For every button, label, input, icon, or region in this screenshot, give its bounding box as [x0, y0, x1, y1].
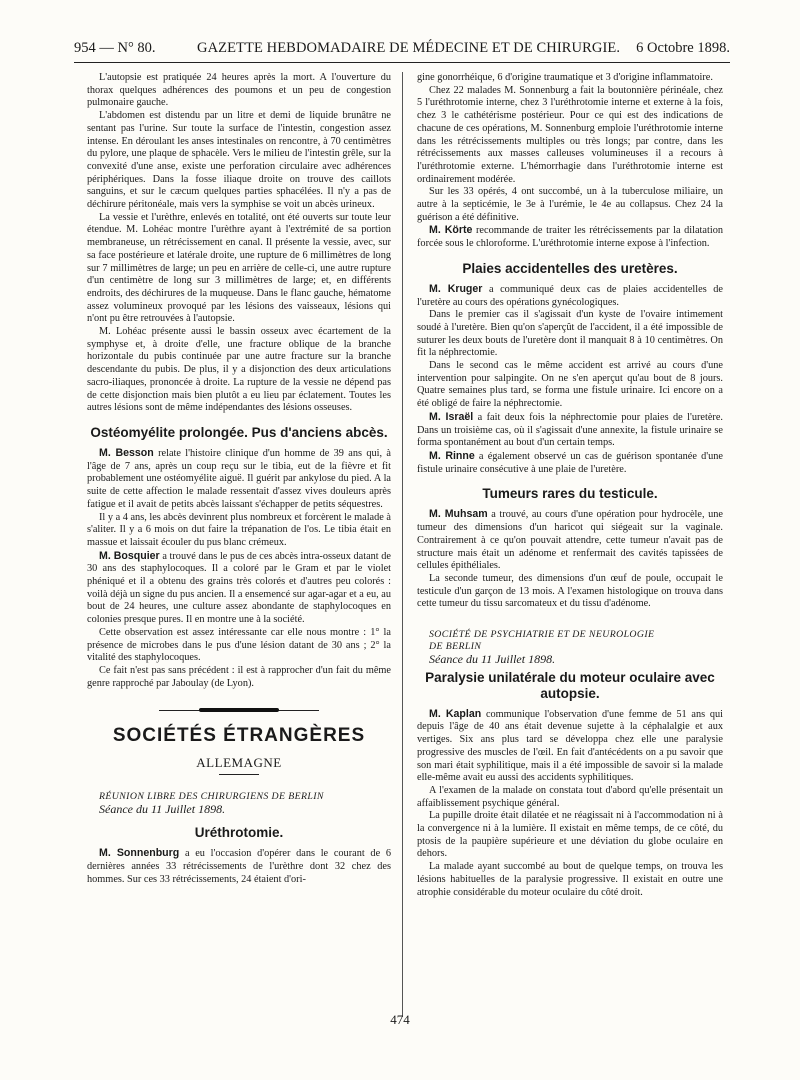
paragraph: Il y a 4 ans, les abcès devinrent plus nombreux et forcèrent le malade à s'aliter. Il y a 6 mois on dut faire la trépanation de l'os. Le tibia était en massue et laissait écouler du pus blanc crémeux. [87, 511, 391, 548]
right-column [417, 72, 723, 899]
session-date: Séance du 11 Juillet 1898. [99, 801, 226, 816]
paragraph: M. Lohéac présente aussi le bassin osseux avec écartement de la symphyse et, à droite d'elle, une fracture oblique de la branche horizontale du pubis continuée par une autre fracture sur la branche descendante du pubis. De plus, il y a disjonction des deux articulations sacro-iliaques, prononcée à droite. La rupture de la vessie ne dépend pas de cette disjonction mais bien plutôt a eu lieu par éclatement. Toutes les autres lésions sont de même indépendantes des lésions osseuses. [87, 326, 391, 414]
journal-title: GAZETTE HEBDOMADAIRE DE MÉDECINE ET DE CHIRURGIE. [197, 40, 621, 56]
paragraph: Dans le premier cas il s'agissait d'un kyste de l'ovaire intimement soudé à l'uretère. Bien qu'on s'aperçût de l'accident, il a été impossible de suturer les deux bouts de l'uretère dont il manquait 8 à 10 centimètres. On fit la néphrectomie. [417, 309, 723, 359]
paragraph [87, 447, 391, 512]
ornamental-rule [159, 708, 319, 712]
session-date: Séance du 11 Juillet 1898. [429, 652, 556, 667]
author-name: M. Kruger [429, 282, 483, 295]
column-divider [402, 72, 403, 1017]
paragraph: La malade ayant succombé au bout de quelque temps, on trouva les lésions habituelles de la paralysie progressive. Il existait en outre une atrophie considérable du moteur oculaire du côté droit. [417, 861, 723, 898]
paragraph-text: a fait deux fois la néphrectomie pour plaies de l'uretère. Dans un troisième cas, où il s'agissait d'une annexite, la fistule urinaire se forma spontanément au bout d'un certain temps. [417, 411, 723, 449]
paragraph: Dans le second cas le même accident est arrivé au cours d'une intervention pour salpingite. On ne s'en aperçut qu'au bout de 8 jours. Quatre semaines plus tard, se forma une fistule urinaire. Ici encore on a été obligé de faire la néphrectomie. [417, 360, 723, 410]
paragraph: A l'examen de la malade on constata tout d'abord qu'elle présentait un affaiblissement psychique général. [417, 784, 723, 809]
page-and-issue: 954 — N° 80. [74, 40, 156, 56]
paragraph-text: communique l'observation d'une femme de 51 ans qui depuis l'âge de 40 ans était devenue sujette à la céphalalgie et aux vertiges. Six ans plus tard se développa chez elle une paralysie progressive des muscles de l'œil. En fait d'antécédents on a pu savoir que son mari était syphilitique, mais il a été impossible de savoir si la malade elle-même avait eu aussi des accidents syphilitiques. [417, 708, 723, 784]
author-name: M. Muhsam [429, 508, 488, 521]
society-name: RÉUNION LIBRE DES CHIRURGIENS DE BERLIN [99, 790, 324, 802]
section-heading: Uréthrotomie. [194, 825, 284, 841]
paragraph-text: a trouvé dans le pus de ces abcès intra-osseux datant de 30 ans des staphylocoques. Il a coloré par le Gram et par le violet phéniqué et il a obtenu des grains très colorés et d'autres peu colorés : voilà déjà un signe du pus ancien. Il a ensemencé sur agar-agar et a eu, au bout de 24 heures, une culture assez abondante de staphylocoques en colonies presque pures. Il en montre une à la société. [87, 550, 392, 626]
paragraph: Chez 22 malades M. Sonnenburg a fait la boutonnière périnéale, chez 5 l'uréthrotomie interne, chez 3 l'uréthrotomie interne et externe à la fois, chez 3 le cathétérisme postérieur. Pour ce qui est des indications de chacune de ces opérations, M. Sonnenburg emploie l'uréthrotomie interne dans les rétrécissements multiples ou très longs; par contre, dans les rétrécissements aux masses calleuses volumineuses il a recours à l'uréthrotomie externe. L'hémorrhagie dans l'uréthrotomie interne est ordinairement modérée. [417, 84, 723, 185]
paragraph: Ce fait n'est pas sans précédent : il est à rapprocher d'un fait du même genre rapproché par Jaboulay (de Lyon). [87, 664, 391, 689]
divider [219, 774, 259, 775]
section-heading: Ostéomyélite prolongée. Pus d'anciens abcès. [90, 424, 388, 440]
running-header [74, 38, 730, 63]
paragraph: La pupille droite était dilatée et ne réagissait ni à l'accommodation ni à la convergence ni à la lumière. Il existait en même temps, de ce côté, du ptosis de la paupière supérieure et une déviation du globe oculaire en dehors. [417, 810, 723, 860]
paragraph [417, 708, 723, 785]
paragraph [417, 508, 723, 573]
author-name: M. Kaplan [429, 707, 482, 720]
paragraph-text: a communiqué deux cas de plaies accidentelles de l'uretère au cours des opérations gynécologiques. [417, 283, 723, 308]
paragraph-text: a eu l'occasion d'opérer dans le courant de 6 dernières années 33 rétrécissements de l'urèthre dont 32 chez des hommes. Sur ces 33 rétrécissements, 24 étaient d'ori- [87, 848, 392, 885]
paragraph: L'autopsie est pratiquée 24 heures après la mort. A l'ouverture du thorax quelques adhérences des poumons et un peu de congestion pulmonaire gauche. [87, 72, 391, 109]
paragraph [417, 224, 723, 250]
paragraph [417, 283, 723, 309]
paragraph: L'abdomen est distendu par un litre et demi de liquide brunâtre ne sentant pas l'urine. Sur toute la surface de l'intestin, congestion assez intense. En déroulant les anses intestinales on rencontre, à 70 centimètres du pylore, une plaque de sphacèle. Vers le milieu de l'intestin grêle, sur la convexité d'une anse, existe une perforation circulaire avec adhérences périphériques. Dans la fosse iliaque droite on trouve des caillots sanguins, et sur le cæcum quelques parties sphacélées. Il n'y a pas de déchirure péritonéale, mais vers la symphise se voit un abcès urineux. [87, 110, 391, 211]
paragraph [87, 847, 391, 886]
left-column [87, 72, 391, 887]
part-title: SOCIÉTÉS ÉTRANGÈRES [112, 725, 366, 747]
paragraph [87, 550, 391, 627]
paragraph: La seconde tumeur, des dimensions d'un œuf de poule, occupait le testicule d'un garçon de 13 mois. A l'examen histologique on trouva dans cette tumeur du tissu sarcomateux et du tissu d'adénome. [417, 572, 723, 610]
society-name-cont: DE BERLIN [429, 641, 482, 653]
author-name: M. Rinne [429, 449, 475, 462]
section-heading: Tumeurs rares du testicule. [482, 486, 658, 502]
paragraph: Sur les 33 opérés, 4 ont succombé, un à la tuberculose miliaire, un autre à la septicémie, le 3e à l'urémie, le 4e au collapsus. Chez 24 la guérison a été définitive. [417, 186, 723, 223]
paragraph-text: relate l'histoire clinique d'un homme de 39 ans qui, à l'âge de 7 ans, après un coup reçu sur le tibia, eut de la fièvre et fit probablement une ostéomyélite aiguë. Il guérit par ankylose du pied. A la suite de cette affection le malade ressentait d'assez vives douleurs après fatigue et il avait de petits abcès laissant s'échapper de petits séquestres. [87, 447, 391, 510]
author-name: M. Israël [429, 410, 474, 423]
section-heading: Plaies accidentelles des uretères. [462, 260, 678, 276]
society-name: SOCIÉTÉ DE PSYCHIATRIE ET DE NEUROLOGIE [429, 629, 655, 641]
page-number: 474 [390, 1012, 410, 1027]
paragraph: La vessie et l'urèthre, enlevés en totalité, ont été ouverts sur toute leur étendue. M. Lohéac montre l'urèthre ayant à l'extrémité de sa portion membraneuse, un rétrécissement en canal. Il présente la vessie, avec, sur sa face postérieure et latérale droite, une rupture de 6 millimètres de long sur 7 millimètres de large; un peu en arrière de celle-ci, une autre rupture d'un centimètre de long sur 3 millimètres de large; et, en différents endroits, des déchirures de la muqueuse. Dans le flanc gauche, hématome assez volumineux provoqué par les lésions des vaisseaux, lésions qui n'ont pu être retrouvées à l'autopsie. [87, 211, 391, 325]
issue-date: 6 Octobre 1898. [636, 40, 730, 56]
paragraph [417, 450, 723, 476]
section-heading: Paralysie unilatérale du moteur oculaire avec autopsie. [425, 669, 715, 701]
country-heading: ALLEMAGNE [196, 755, 282, 771]
paragraph: Cette observation est assez intéressante car elle nous montre : 1° la présence de microbes dans le pus d'une lésion datant de 30 ans ; 2° la vitalité des staphylocoques. [87, 626, 391, 664]
author-name: M. Bosquier [99, 549, 160, 562]
author-name: M. Körte [429, 224, 473, 237]
author-name: M. Sonnenburg [99, 847, 180, 860]
paragraph-text: a également observé un cas de guérison spontanée d'une fistule urinaire consécutive à une plaie de l'uretère. [417, 450, 723, 475]
paragraph: gine gonorrhéique, 6 d'origine traumatique et 3 d'origine inflammatoire. [417, 72, 713, 83]
paragraph [417, 411, 723, 450]
paragraph-text: recommande de traiter les rétrécissements par la dilatation forcée sous le chloroforme. L'uréthrotomie interne expose à l'infection. [417, 225, 724, 250]
paragraph-text: a trouvé, au cours d'une opération pour hydrocèle, une tumeur des dimensions d'un haricot qui siégeait sur la vaginale. Contrairement à ce qu'on pouvait attendre, cette tumeur n'avait pas de structure mais était un adénome et renfermait des cavités tapissées de cellules épithéliales. [417, 509, 723, 572]
author-name: M. Besson [99, 446, 154, 459]
